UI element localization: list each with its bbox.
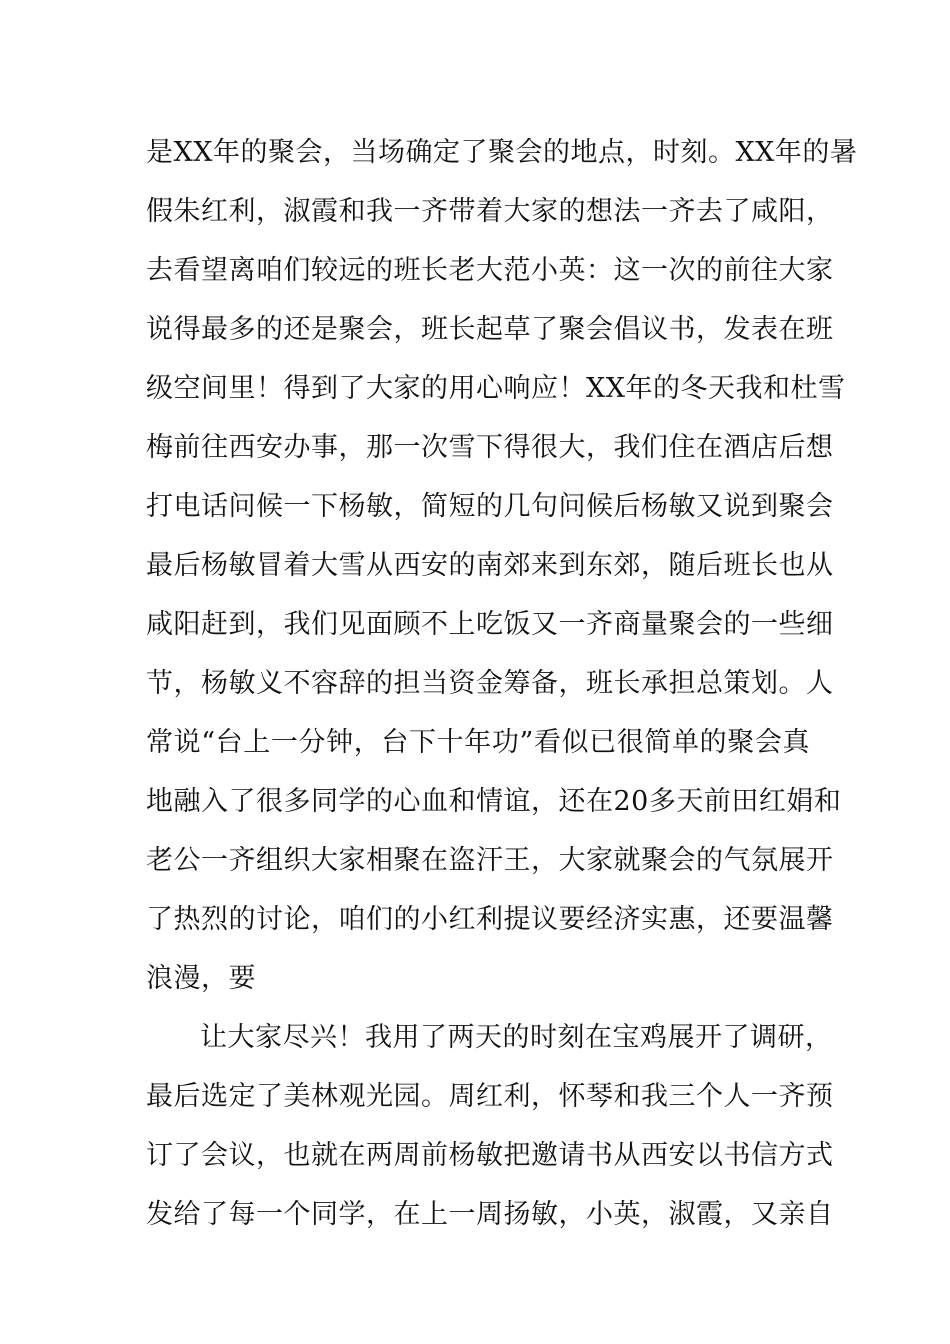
text-line: 老公一齐组织大家相聚在盗汗王，大家就聚会的气氛展开: [146, 845, 834, 876]
text-line: 订了会议，也就在两周前杨敏把邀请书从西安以书信方式: [146, 1140, 834, 1171]
text-line: 最后选定了美林观光园。周红利，怀琴和我三个人一齐预: [146, 1081, 834, 1112]
paragraph-first-line: 让大家尽兴！我用了两天的时刻在宝鸡展开了调研，: [200, 1022, 833, 1053]
text-line: 节，杨敏义不容辞的担当资金筹备，班长承担总策划。人: [146, 668, 834, 699]
text-line: 级空间里！得到了大家的用心响应！XX年的冬天我和杜雪: [146, 373, 846, 404]
text-line: 是XX年的聚会，当场确定了聚会的地点，时刻。XX年的暑: [146, 137, 858, 168]
text-line: 去看望离咱们较远的班长老大范小英：这一次的前往大家: [146, 255, 834, 286]
text-line: 最后杨敏冒着大雪从西安的南郊来到东郊，随后班长也从: [146, 550, 834, 581]
text-line: 打电话问候一下杨敏，简短的几句问候后杨敏又说到聚会: [146, 491, 834, 522]
text-line: 假朱红利，淑霞和我一齐带着大家的想法一齐去了咸阳，: [146, 196, 834, 227]
text-line: 了热烈的讨论，咱们的小红利提议要经济实惠，还要温馨: [146, 904, 834, 935]
text-line: 常说“台上一分钟，台下十年功”看似已很简单的聚会真: [146, 727, 810, 758]
text-line: 地融入了很多同学的心血和情谊，还在20多天前田红娟和: [146, 786, 842, 817]
text-line: 咸阳赶到，我们见面顾不上吃饭又一齐商量聚会的一些细: [146, 609, 834, 640]
text-line: 发给了每一个同学，在上一周扬敏，小英，淑霞，又亲自: [146, 1199, 834, 1230]
body-text: [146, 131, 858, 1252]
text-line: 梅前往西安办事，那一次雪下得很大，我们住在酒店后想: [146, 432, 834, 463]
text-line: 说得最多的还是聚会，班长起草了聚会倡议书，发表在班: [146, 314, 834, 345]
text-line: 浪漫，要: [146, 963, 256, 994]
